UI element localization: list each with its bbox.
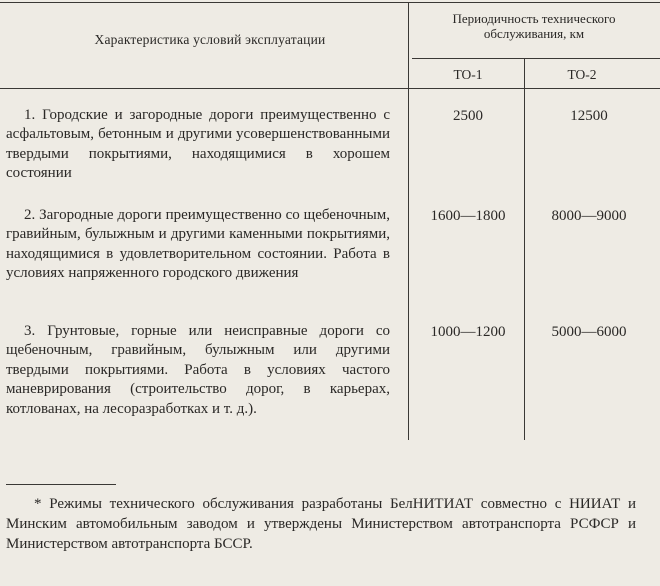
- row-2-to2: 8000—9000: [551, 208, 627, 224]
- table-divider-main: [408, 2, 409, 440]
- row-2-to1: 1600—1800: [430, 208, 506, 224]
- footnote-separator: [6, 484, 116, 485]
- row-1-to2: 12500: [570, 108, 608, 124]
- table-top-rule: [0, 2, 660, 3]
- row-1-condition: [6, 106, 390, 184]
- row-1-condition-text: 1. Городские и загородные дороги преимущественно с асфальтовым, бетонным и другими усовершенствованными твердыми покрытиями, находящимися в хорошем состоянии: [6, 107, 390, 182]
- header-bottom-rule: [0, 88, 660, 89]
- row-1-to1: 2500: [453, 108, 483, 124]
- header-periodicity: Периодичность технического обслуживания, км: [452, 11, 616, 41]
- header-to1: ТО-1: [453, 67, 483, 82]
- row-3-condition: [6, 322, 390, 419]
- footnote: [6, 494, 636, 554]
- row-3-condition-text: 3. Грунтовые, горные или неисправные дороги со щебеночным, гравийным, булыжным или другими твердыми покрытиями. Работа в условиях частого маневрирования (строительство дорог, в карьерах, котлованах, на лесоразработках и т. д.).: [6, 323, 390, 417]
- header-characteristic: Характеристика условий эксплуатации: [94, 32, 326, 47]
- row-3-to1: 1000—1200: [430, 324, 506, 340]
- header-to2: ТО-2: [567, 67, 597, 82]
- row-2-condition-text: 2. Загородные дороги преимущественно со щебеночным, гравийным, булыжным и другими каменными покрытиями, находящимися в удовлетворительном состоянии. Работа в условиях напряженного городского движения: [6, 207, 390, 282]
- row-2-condition: [6, 206, 390, 284]
- header-split-rule: [412, 58, 660, 59]
- footnote-text: * Режимы технического обслуживания разработаны БелНИТИАТ совместно с НИИАТ и Минским автомобильным заводом и утверждены Министерством автотранспорта РСФСР и Министерством автотранспорта БССР.: [6, 496, 636, 552]
- row-3-to2: 5000—6000: [551, 324, 627, 340]
